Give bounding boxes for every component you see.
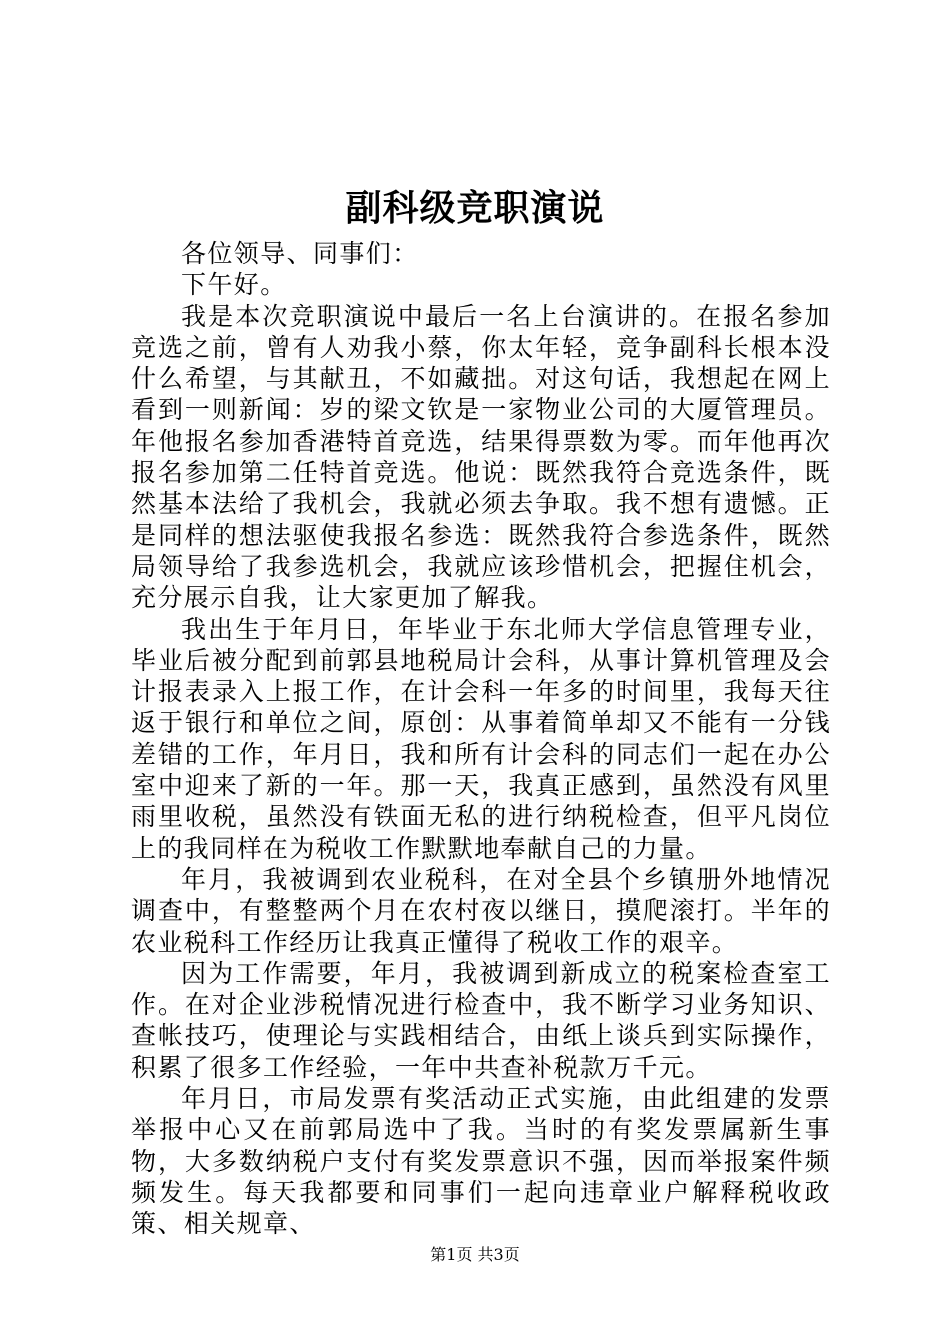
salutation-paragraph: 各位领导、同事们： bbox=[181, 239, 419, 268]
body-paragraph: 我出生于年月日，年毕业于东北师大学信息管理专业，毕业后被分配到前郭县地税局计会科，从事计算机管理及会计报表录入上报工作，在计会科一年多的时间里，我每天往返于银行和单位之间，原创：从事着简单却又不能有一分钱差错的工作，年月日，我和所有计会科的同志们一起在办公室中迎来了新的一年。那一天，我真正感到，虽然没有风里雨里收税，虽然没有铁面无私的进行纳税检查，但平凡岗位上的我同样在为税收工作默默地奉献自己的力量。 bbox=[131, 614, 831, 863]
body-paragraph: 年月，我被调到农业税科，在对全县个乡镇册外地情况调查中，有整整两个月在农村夜以继日，摸爬滚打。半年的农业税科工作经历让我真正懂得了税收工作的艰辛。 bbox=[131, 864, 831, 957]
document-body bbox=[131, 238, 831, 1240]
body-paragraph: 年月日，市局发票有奖活动正式实施，由此组建的发票举报中心又在前郭局选中了我。当时的有奖发票属新生事物，大多数纳税户支付有奖发票意识不强，因而举报案件频频发生。每天我都要和同事们一起向违章业户解释税收政策、相关规章、 bbox=[131, 1084, 831, 1239]
body-paragraph: 我是本次竞职演说中最后一名上台演讲的。在报名参加竞选之前，曾有人劝我小蔡，你太年轻，竞争副科长根本没什么希望，与其献丑，不如藏拙。对这句话，我想起在网上看到一则新闻：岁的梁文钦是一家物业公司的大厦管理员。年他报名参加香港特首竞选，结果得票数为零。而年他再次报名参加第二任特首竞选。他说：既然我符合竞选条件，既然基本法给了我机会，我就必须去争取。我不想有遗憾。正是同样的想法驱使我报名参选：既然我符合参选条件，既然局领导给了我参选机会，我就应该珍惜机会，把握住机会，充分展示自我，让大家更加了解我。 bbox=[131, 301, 831, 613]
document-title: 副科级竞职演说 bbox=[345, 187, 605, 229]
greeting-paragraph: 下午好。 bbox=[181, 270, 287, 300]
body-paragraph: 因为工作需要，年月，我被调到新成立的税案检查室工作。在对企业涉税情况进行检查中，我不断学习业务知识、查帐技巧，使理论与实践相结合，由纸上谈兵到实际操作，积累了很多工作经验，一年中共查补税款万千元。 bbox=[131, 958, 831, 1082]
page-number-footer: 第1页 共3页 bbox=[430, 1245, 520, 1264]
